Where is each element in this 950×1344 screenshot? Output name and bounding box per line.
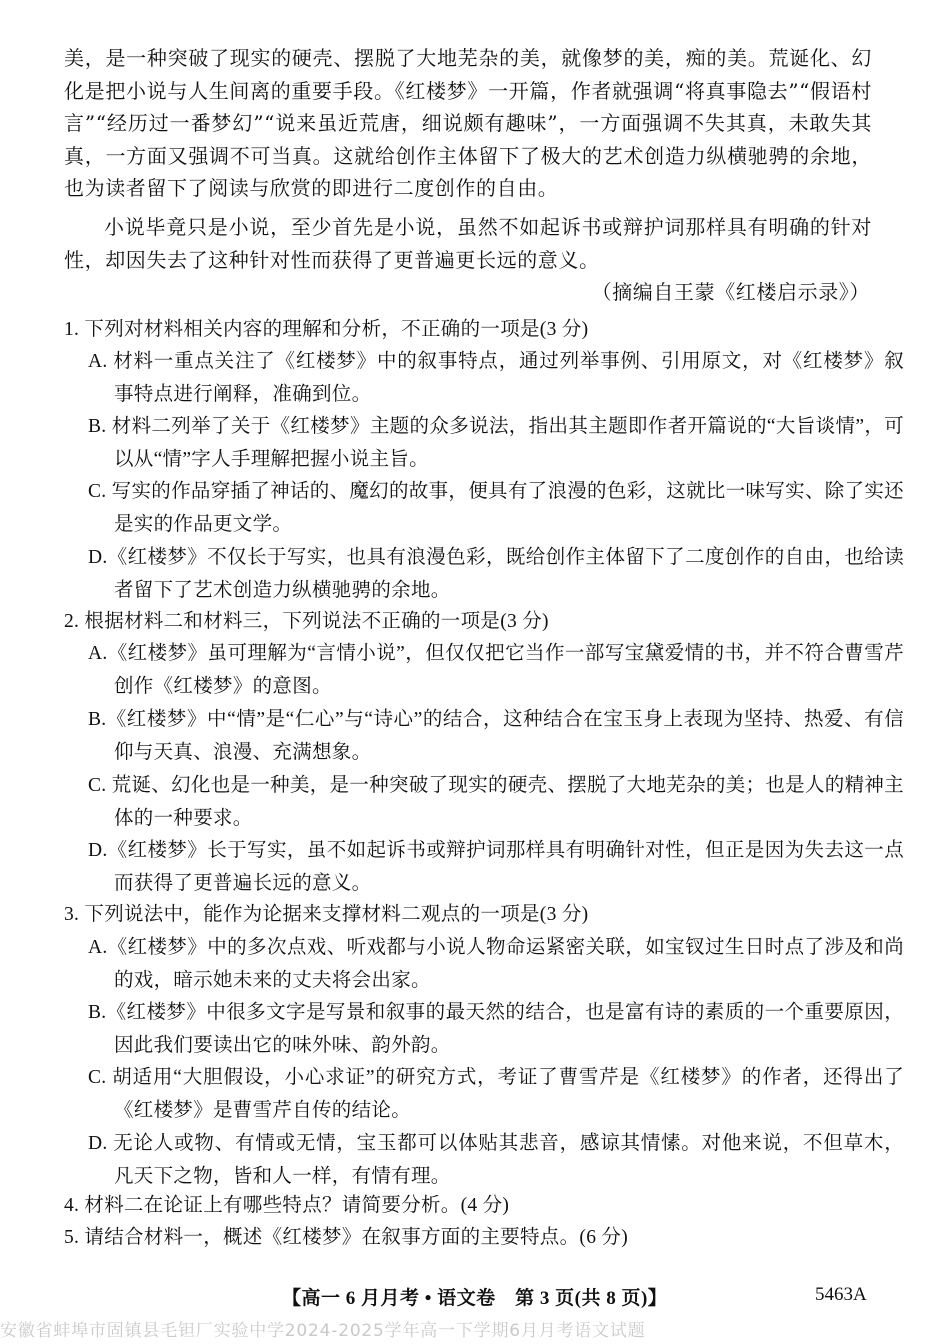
question-2-option-a: A.《红楼梦》虽可理解为“言情小说”，但仅仅把它当作一部写宝黛爱情的书，并不符合曹雪芹创作《红楼梦》的意图。 (88, 643, 904, 697)
material-paragraph-2: 小说毕竟只是小说，至少首先是小说，虽然不如起诉书或辩护词那样具有明确的针对性，却因失去了这种针对性而获得了更普遍更长远的意义。 (64, 215, 872, 272)
question-2-option-b: B.《红楼梦》中“情”是“仁心”与“诗心”的结合，这种结合在宝玉身上表现为坚持、热爱、有信仰与天真、浪漫、充满想象。 (88, 709, 904, 763)
question-3-option-b: B.《红楼梦》中很多文字是写景和叙事的最天然的结合，也是富有诗的素质的一个重要原因，因此我们要读出它的味外味、韵外韵。 (88, 1002, 904, 1056)
question-3-option-a: A.《红楼梦》中的多次点戏、听戏都与小说人物命运紧密关联，如宝钗过生日时点了涉及和尚的戏，暗示她未来的丈夫将会出家。 (88, 937, 904, 991)
question-2-option-d: D.《红楼梦》长于写实，虽不如起诉书或辩护词那样具有明确针对性，但正是因为失去这一点而获得了更普遍长远的意义。 (88, 840, 904, 894)
source-watermark: 安徽省蚌埠市固镇县毛钽厂实验中学2024-2025学年高一下学期6月月考语文试题 (0, 1321, 646, 1341)
question-3-option-c: C. 胡适用“大胆假设，小心求证”的研究方式，考证了曹雪芹是《红楼梦》的作者，还得出了《红楼梦》是曹雪芹自传的结论。 (88, 1067, 904, 1121)
source-citation: （摘编自王蒙《红楼启示录》） (591, 280, 870, 304)
question-1-stem: 1. 下列对材料相关内容的理解和分析，不正确的一项是(3 分) (64, 319, 589, 340)
question-3-stem: 3. 下列说法中，能作为论据来支撑材料二观点的一项是(3 分) (64, 904, 589, 925)
question-1-option-b: B. 材料二列举了关于《红楼梦》主题的众多说法，指出其主题即作者开篇说的“大旨谈情”，可以从“情”字人手理解把握小说主旨。 (88, 416, 904, 470)
question-1-option-d: D.《红楼梦》不仅长于写实，也具有浪漫色彩，既给创作主体留下了二度创作的自由，也给读者留下了艺术创造力纵横驰骋的余地。 (88, 547, 904, 601)
material-paragraph-1: 美，是一种突破了现实的硬壳、摆脱了大地芜杂的美，就像梦的美，痴的美。荒诞化、幻化是把小说与人生间离的重要手段。《红楼梦》一开篇，作者就强调“将真事隐去”“假语村言”“经历过一番梦幻”“说来虽近荒唐，细说颇有趣味”，一方面强调不失其真，未敢失其真，一方面又强调不可当真。这就给创作主体留下了极大的艺术创造力纵横驰骋的余地，也为读者留下了阅读与欣赏的即进行二度创作的自由。 (64, 46, 872, 200)
paper-code: 5463A (815, 1284, 867, 1305)
question-3-option-d: D. 无论人或物、有情或无情，宝玉都可以体贴其悲音，感谅其情愫。对他来说，不但草木，凡天下之物，皆和人一样，有情有理。 (88, 1133, 904, 1187)
question-4-stem: 4. 材料二在论证上有哪些特点？请简要分析。(4 分) (64, 1195, 510, 1216)
question-1-option-c: C. 写实的作品穿插了神话的、魔幻的故事，便具有了浪漫的色彩，这就比一味写实、除了实还是实的作品更文学。 (88, 481, 904, 535)
question-2-stem: 2. 根据材料二和材料三，下列说法不正确的一项是(3 分) (64, 611, 549, 632)
question-5-stem: 5. 请结合材料一，概述《红楼梦》在叙事方面的主要特点。(6 分) (64, 1227, 629, 1248)
question-1-option-a: A. 材料一重点关注了《红楼梦》中的叙事特点，通过列举事例、引用原文，对《红楼梦》叙事特点进行阐释，准确到位。 (88, 351, 904, 405)
page-footer-label: 【高一 6 月月考 • 语文卷 第 3 页(共 8 页)】 (282, 1288, 668, 1309)
question-2-option-c: C. 荒诞、幻化也是一种美，是一种突破了现实的硬壳、摆脱了大地芜杂的美；也是人的精神主体的一种要求。 (88, 775, 904, 829)
